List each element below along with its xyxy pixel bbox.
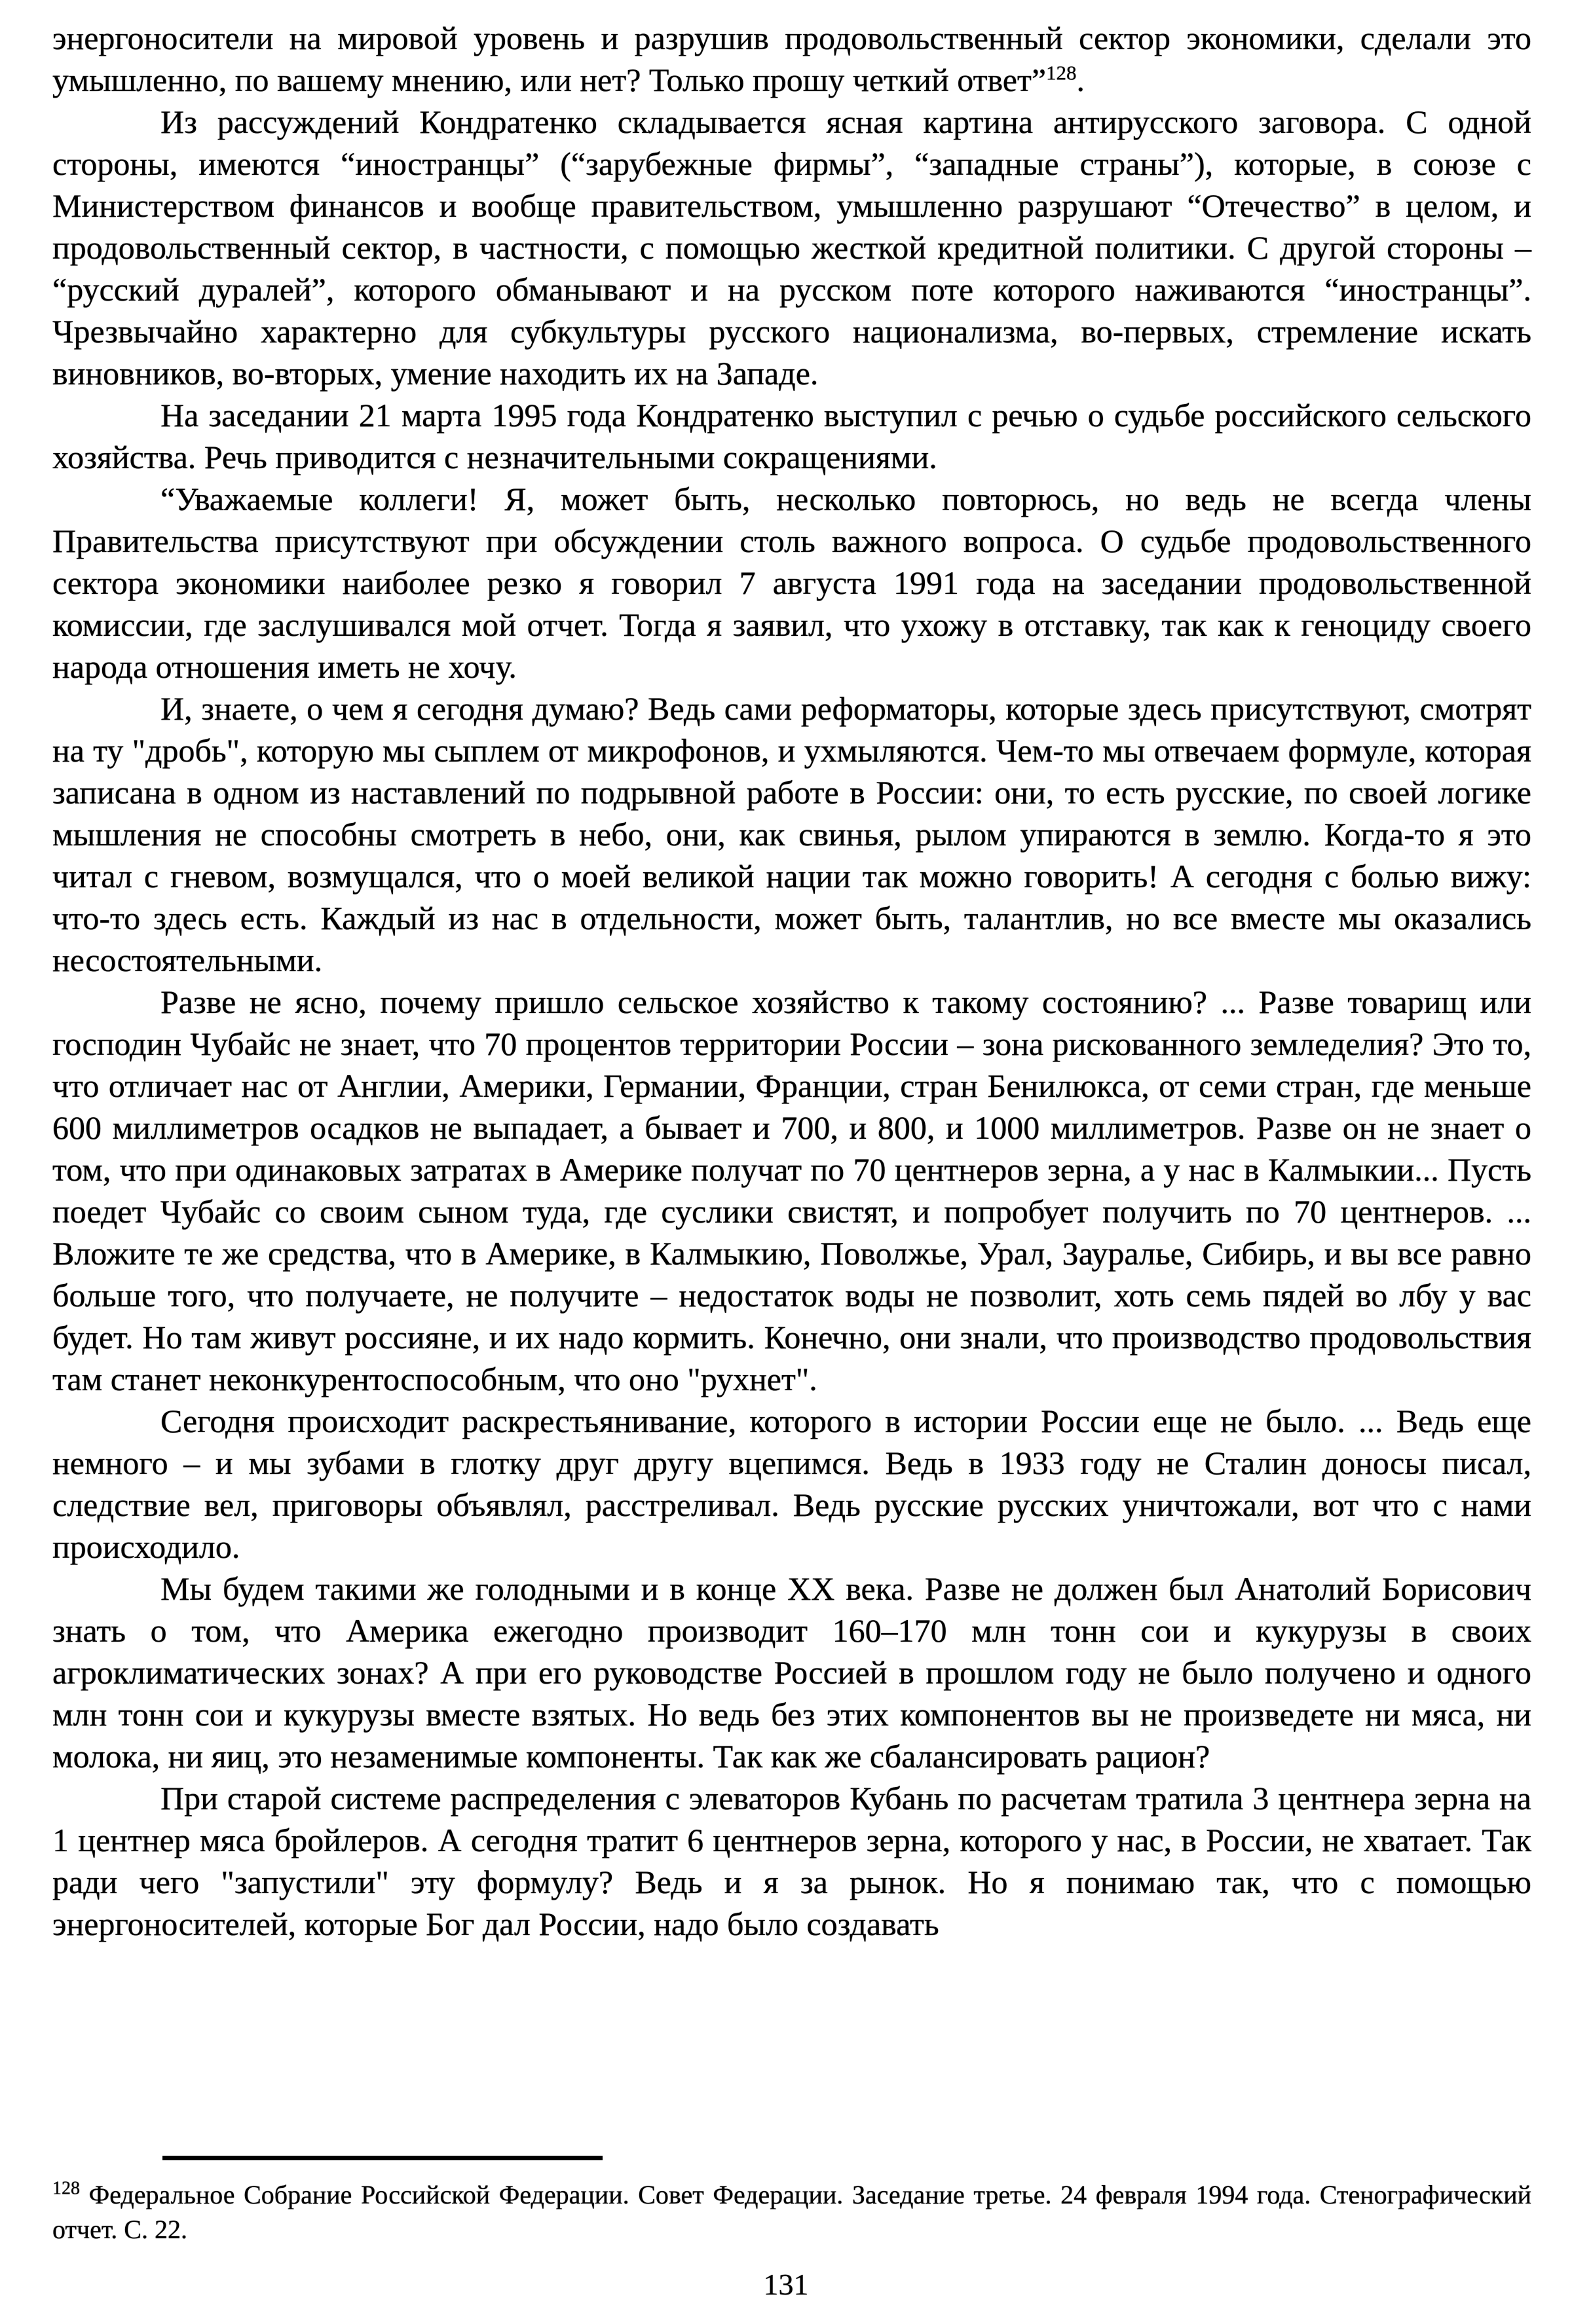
paragraph-3: На заседании 21 марта 1995 года Кондратенко выступил с речью о судьбе российского сельского хозяйства. Речь приводится с незначительными сокращениями. bbox=[52, 397, 1531, 475]
footnote-text: Федеральное Собрание Российской Федерации. Совет Федерации. Заседание третье. 24 февраля 1994 года. Стенографический отчет. С. 22. bbox=[52, 2180, 1532, 2244]
paragraph-9: При старой системе распределения с элеваторов Кубань по расчетам тратила 3 центнера зерна на 1 центнер мяса бройлеров. А сегодня тратит 6 центнеров зерна, которого у нас, в России, не хватает. Так ради чего "запустили" эту формулу? Ведь и я за рынок. Но я понимаю так, что с помощью энергоносителей, которые Бог дал России, надо было создавать bbox=[52, 1780, 1531, 1942]
paragraph-2: Из рассуждений Кондратенко складывается ясная картина антирусского заговора. С одной стороны, имеются “иностранцы” (“зарубежные фирмы”, “западные страны”), которые, в союзе с Министерством финансов и вообще правительством, умышленно разрушают “Отечество” в целом, и продовольственный сектор, в частности, с помощью жесткой кредитной политики. С другой стороны – “русский дуралей”, которого обманывают и на русском поте которого наживаются “иностранцы”. Чрезвычайно характерно для субкультуры русского национализма, во-первых, стремление искать виновников, во-вторых, умение находить их на Западе. bbox=[52, 103, 1531, 392]
page-number: 131 bbox=[763, 2268, 809, 2301]
paragraph-8: Мы будем такими же голодными и в конце XX века. Разве не должен был Анатолий Борисович знать о том, что Америка ежегодно производит 160–170 млн тонн сои и кукурузы в своих агроклиматических зонах? А при его руководстве Россией в прошлом году не было получено и одного млн тонн сои и кукурузы вместе взятых. Но ведь без этих компонентов вы не произведете ни мяса, ни молока, ни яиц, это незаменимые компоненты. Так как же сбалансировать рацион? bbox=[52, 1570, 1531, 1775]
footnote-reference-mark: 128 bbox=[1046, 61, 1077, 84]
footnote-number: 128 bbox=[52, 2178, 80, 2199]
paragraph-5: И, знаете, о чем я сегодня думаю? Ведь сами реформаторы, которые здесь присутствуют, смотрят на ту "дробь", которую мы сыплем от микрофонов, и ухмыляются. Чем-то мы отвечаем формуле, которая записана в одном из наставлений по подрывной работе в России: они, то есть русские, по своей логике мышления не способны смотреть в небо, они, как свинья, рылом упираются в землю. Когда-то я это читал с гневом, возмущался, что о моей великой нации так можно говорить! А сегодня с болью вижу: что-то здесь есть. Каждый из нас в отдельности, может быть, талантлив, но все вместе мы оказались несостоятельными. bbox=[52, 690, 1531, 978]
paragraph-1-text: энергоносители на мировой уровень и разрушив продовольственный сектор экономики, сделали это умышленно, по вашему мнению, или нет? Только прошу четкий ответ” bbox=[52, 20, 1531, 98]
paragraph-1 bbox=[52, 17, 1531, 101]
paragraph-7: Сегодня происходит раскрестьянивание, которого в истории России еще не было. ... Ведь еще немного – и мы зубами в глотку друг другу вцепимся. Ведь в 1933 году не Сталин доносы писал, следствие вел, приговоры объявлял, расстреливал. Ведь русские русских уничтожали, вот что с нами происходило. bbox=[52, 1403, 1531, 1565]
footnote-separator bbox=[162, 2156, 603, 2160]
paragraph-4: “Уважаемые коллеги! Я, может быть, несколько повторюсь, но ведь не всегда члены Правительства присутствуют при обсуждении столь важного вопроса. О судьбе продовольственного сектора экономики наиболее резко я говорил 7 августа 1991 года на заседании продовольственной комиссии, где заслушивался мой отчет. Тогда я заявил, что ухожу в отставку, так как к геноциду своего народа отношения иметь не хочу. bbox=[52, 481, 1531, 685]
paragraph-6: Разве не ясно, почему пришло сельское хозяйство к такому состоянию? ... Разве товарищ или господин Чубайс не знает, что 70 процентов территории России – зона рискованного земледелия? Это то, что отличает нас от Англии, Америки, Германии, Франции, стран Бенилюкса, от семи стран, где меньше 600 миллиметров осадков не выпадает, а бывает и 700, и 800, и 1000 миллиметров. Разве он не знает о том, что при одинаковых затратах в Америке получат по 70 центнеров зерна, а у нас в Калмыкии... Пусть поедет Чубайс со своим сыном туда, где суслики свистят, и попробует получить по 70 центнеров. ... Вложите те же средства, что в Америке, в Калмыкию, Поволжье, Урал, Зауралье, Сибирь, и вы все равно больше того, что получаете, не получите – недостаток воды не позволит, хоть семь пядей во лбу у вас будет. Но там живут россияне, и их надо кормить. Конечно, они знали, что производство продовольствия там станет неконкурентоспособным, что оно "рухнет". bbox=[52, 984, 1531, 1397]
footnote bbox=[52, 2177, 1531, 2247]
body-text bbox=[52, 17, 1531, 1945]
footnote-area bbox=[52, 2156, 1531, 2247]
paragraph-1-period: . bbox=[1076, 62, 1085, 98]
